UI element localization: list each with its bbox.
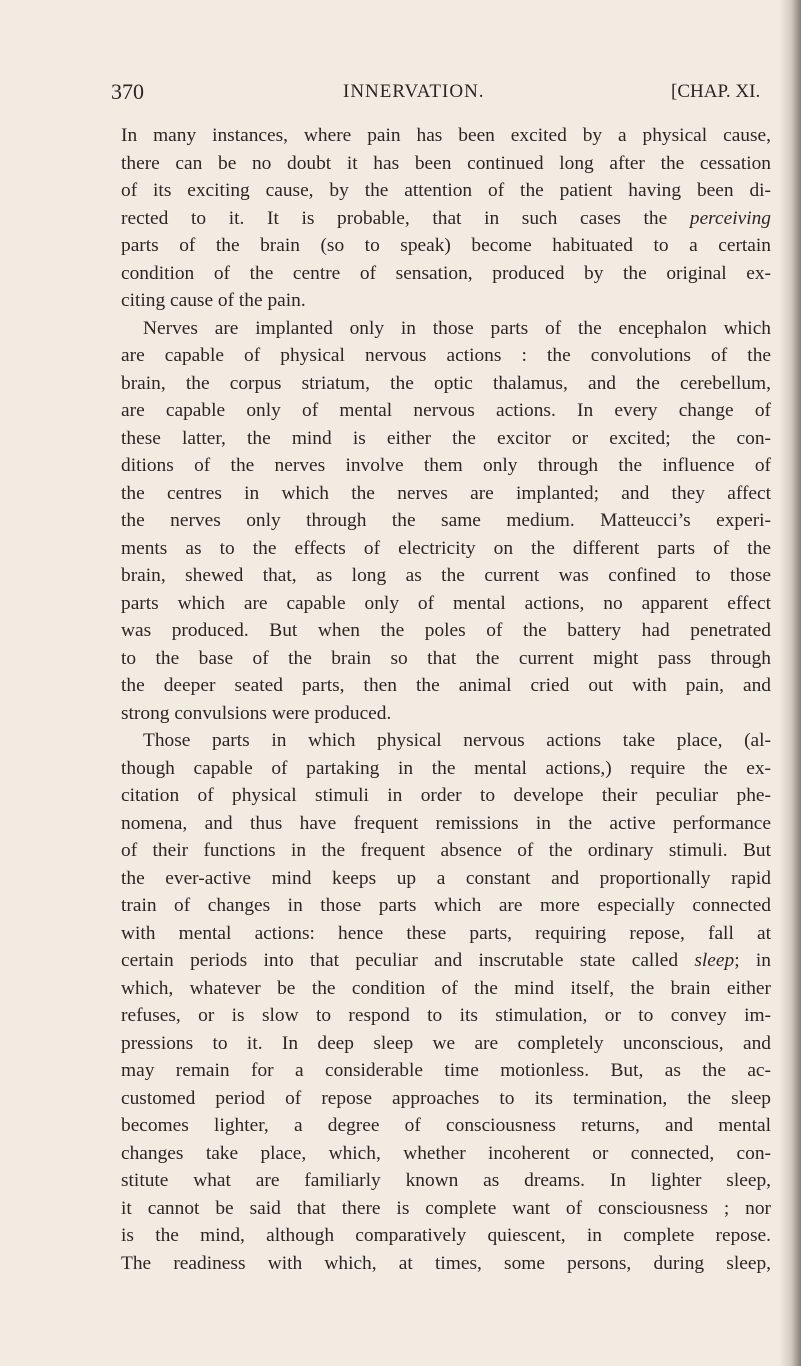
text-line	[121, 122, 771, 150]
text-line-content: these latter, the mind is either the excitor or excited; the con-	[121, 427, 771, 449]
text-line	[121, 590, 771, 618]
text-line-content: the deeper seated parts, then the animal cried out with pain, and	[121, 675, 771, 696]
text-line-content: the nerves only through the same medium. Matteucci’s experi-	[121, 510, 771, 531]
text-line	[121, 260, 771, 288]
text-line-content: parts which are capable only of mental actions, no apparent effect	[121, 592, 771, 614]
text-line	[121, 507, 771, 535]
text-line	[121, 700, 771, 728]
text-line-content: pressions to it. In deep sleep we are completely unconscious, and	[121, 1032, 771, 1054]
text-line	[121, 232, 771, 260]
text-line-content: the centres in which the nerves are implanted; and they affect	[121, 482, 771, 504]
text-line	[121, 920, 771, 948]
text-line-content: was produced. But when the poles of the battery had penetrated	[121, 620, 771, 641]
text-line-content: are capable only of mental nervous actions. In every change of	[121, 400, 771, 421]
text-line-content: Those parts in which physical nervous actions take place, (al-	[143, 730, 771, 751]
text-line	[121, 892, 771, 920]
text-line-content: brain, shewed that, as long as the current was confined to those	[121, 565, 771, 586]
text-line	[121, 975, 771, 1003]
text-line-content: ments as to the effects of electricity on the different parts of the	[121, 537, 771, 559]
text-line	[121, 562, 771, 590]
text-line-content: changes take place, which, whether incoherent or connected, con-	[121, 1142, 771, 1164]
text-line-tail: ; in	[734, 950, 771, 971]
text-line	[121, 1222, 771, 1250]
text-line	[121, 1085, 771, 1113]
running-header	[111, 79, 771, 109]
text-line	[121, 645, 771, 673]
text-line-content: may remain for a considerable time motionless. But, as the ac-	[121, 1060, 771, 1081]
text-line	[121, 1057, 771, 1085]
text-line-content: parts of the brain (so to speak) become habituated to a certain	[121, 235, 771, 256]
text-line	[121, 1195, 771, 1223]
text-line	[121, 1167, 771, 1195]
page-number: 370	[111, 79, 144, 104]
text-line	[121, 837, 771, 865]
text-line-content: which, whatever be the condition of the mind itself, the brain either	[121, 977, 771, 999]
emphasized-word: sleep	[694, 950, 735, 971]
text-line-content: becomes lighter, a degree of consciousness returns, and mental	[121, 1115, 771, 1136]
text-line	[121, 425, 771, 453]
text-line-content: certain periods into that peculiar and inscrutable state called	[121, 950, 695, 971]
text-line-content: it cannot be said that there is complete want of consciousness ; nor	[121, 1197, 771, 1219]
text-line-content: citation of physical stimuli in order to develope their peculiar phe-	[121, 785, 771, 806]
text-line	[121, 1250, 771, 1278]
text-line	[121, 727, 771, 755]
text-line-content: of its exciting cause, by the attention of the patient having been di-	[121, 180, 771, 201]
text-line	[121, 617, 771, 645]
text-line	[121, 452, 771, 480]
text-line-content: with mental actions: hence these parts, requiring repose, fall at	[121, 922, 771, 944]
text-line	[121, 177, 771, 205]
text-line	[121, 370, 771, 398]
text-line	[121, 397, 771, 425]
text-line	[121, 1002, 771, 1030]
text-line	[121, 535, 771, 563]
text-line-content: stitute what are familiarly known as dreams. In lighter sleep,	[121, 1170, 771, 1191]
text-line	[121, 865, 771, 893]
text-line-content: train of changes in those parts which are more especially connected	[121, 895, 771, 916]
text-line	[121, 1140, 771, 1168]
text-line-content: Nerves are implanted only in those parts of the encephalon which	[143, 317, 771, 339]
text-line	[121, 947, 771, 975]
text-line-content: ditions of the nerves involve them only through the influence of	[121, 455, 771, 476]
text-line-content: there can be no doubt it has been continued long after the cessation	[121, 152, 771, 174]
text-line-content: of their functions in the frequent absence of the ordinary stimuli. But	[121, 840, 771, 861]
text-line	[121, 150, 771, 178]
text-line-content: rected to it. It is probable, that in such cases the	[121, 207, 690, 229]
text-line-content: are capable of physical nervous actions : the convolutions of the	[121, 345, 771, 366]
body-text	[121, 122, 771, 1277]
text-line-content: The readiness with which, at times, some persons, during sleep,	[121, 1252, 771, 1274]
text-line	[121, 810, 771, 838]
text-line	[121, 755, 771, 783]
text-line	[121, 315, 771, 343]
text-line-content: condition of the centre of sensation, produced by the original ex-	[121, 262, 771, 284]
text-line-content: In many instances, where pain has been excited by a physical cause,	[121, 125, 771, 146]
text-line	[121, 342, 771, 370]
text-line-content: is the mind, although comparatively quiescent, in complete repose.	[121, 1225, 771, 1246]
page-edge-shadow	[779, 0, 801, 1366]
text-line	[121, 205, 771, 233]
text-line-content: though capable of partaking in the mental actions,) require the ex-	[121, 757, 771, 779]
text-line-content: refuses, or is slow to respond to its stimulation, or to convey im-	[121, 1005, 771, 1026]
text-line	[121, 782, 771, 810]
text-line	[121, 287, 771, 315]
text-line-content: nomena, and thus have frequent remissions in the active performance	[121, 812, 771, 834]
text-line	[121, 1112, 771, 1140]
running-title: INNERVATION.	[343, 81, 485, 102]
text-line-content: brain, the corpus striatum, the optic thalamus, and the cerebellum,	[121, 372, 771, 394]
text-line-content: the ever-active mind keeps up a constant and proportionally rapid	[121, 867, 771, 889]
chapter-label: [CHAP. XI.	[671, 81, 761, 102]
text-line-content: to the base of the brain so that the current might pass through	[121, 647, 771, 669]
text-line	[121, 480, 771, 508]
text-line-content: strong convulsions were produced.	[121, 702, 392, 724]
text-line	[121, 1030, 771, 1058]
emphasized-word: perceiving	[689, 207, 771, 229]
text-line	[121, 672, 771, 700]
text-line-content: citing cause of the pain.	[121, 290, 306, 311]
text-line-content: customed period of repose approaches to its termination, the sleep	[121, 1087, 771, 1109]
